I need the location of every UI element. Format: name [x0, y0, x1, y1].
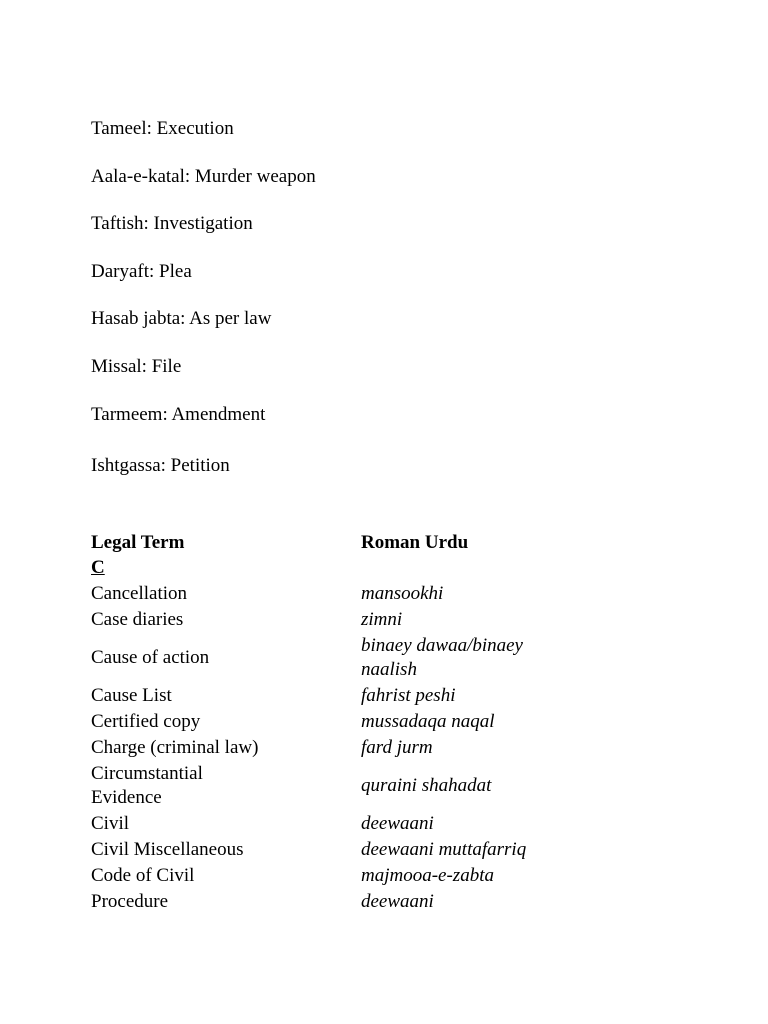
roman-urdu-cell: zimni: [361, 609, 403, 630]
roman-urdu-cell: deewaani muttafarriq: [361, 839, 527, 860]
column-header-roman-urdu: Roman Urdu: [361, 532, 469, 553]
legal-term-cell: Procedure: [91, 891, 169, 912]
legal-term-cell: Case diaries: [91, 609, 184, 630]
table-header-row: [91, 531, 551, 555]
table-row: [91, 837, 551, 863]
glossary-entry: Aala-e-katal: Murder weapon: [91, 165, 316, 187]
legal-terms-table: [91, 531, 551, 915]
glossary-entry: Daryaft: Plea: [91, 260, 192, 282]
glossary-entry: Taftish: Investigation: [91, 213, 253, 235]
legal-term-line: Circumstantial: [91, 763, 203, 784]
roman-urdu-line: binaey dawaa/binaey: [361, 635, 523, 656]
table-row: [91, 735, 551, 761]
roman-urdu-cell: mansookhi: [361, 583, 444, 604]
roman-urdu-cell: [361, 633, 551, 683]
legal-term-cell: [91, 761, 361, 811]
table-row: [91, 683, 551, 709]
roman-urdu-line: naalish: [361, 659, 417, 680]
table-row: [91, 889, 551, 915]
legal-term-line: Evidence: [91, 787, 162, 808]
table-row: [91, 709, 551, 735]
roman-urdu-cell: mussadaqa naqal: [361, 711, 495, 732]
column-header-legal-term: Legal Term: [91, 532, 185, 553]
roman-urdu-cell: fahrist peshi: [361, 685, 456, 706]
roman-urdu-cell: fard jurm: [361, 737, 433, 758]
roman-urdu-cell: majmooa-e-zabta: [361, 865, 494, 886]
roman-urdu-cell: deewaani: [361, 891, 434, 912]
legal-term-cell: Civil Miscellaneous: [91, 839, 244, 860]
table-row: [91, 863, 551, 889]
table-row: [91, 607, 551, 633]
legal-term-cell: Cause of action: [91, 647, 210, 668]
legal-term-cell: Cancellation: [91, 583, 188, 604]
legal-term-cell: Charge (criminal law): [91, 737, 259, 758]
roman-urdu-cell: quraini shahadat: [361, 775, 492, 796]
table-row: [91, 811, 551, 837]
glossary-entry: Tarmeem: Amendment: [91, 403, 266, 425]
legal-term-cell: Code of Civil: [91, 865, 195, 886]
glossary-entry: Tameel: Execution: [91, 118, 234, 139]
roman-urdu-cell: deewaani: [361, 813, 434, 834]
table-row: [91, 761, 551, 811]
legal-term-cell: Cause List: [91, 685, 172, 706]
glossary-list: [91, 117, 316, 502]
section-row: [91, 555, 551, 581]
table-row: [91, 581, 551, 607]
legal-term-cell: Civil: [91, 813, 130, 834]
legal-term-cell: Certified copy: [91, 711, 201, 732]
glossary-entry: Missal: File: [91, 355, 182, 377]
glossary-entry: Hasab jabta: As per law: [91, 308, 272, 330]
table-row: [91, 633, 551, 683]
glossary-entry: Ishtgassa: Petition: [91, 455, 230, 477]
section-letter: C: [91, 557, 105, 578]
